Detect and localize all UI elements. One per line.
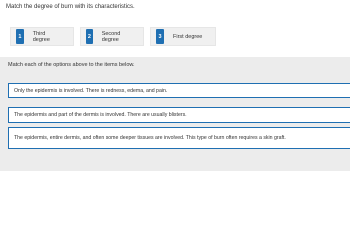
target-text: The epidermis and part of the dermis is involved. There are usually blisters.: [14, 112, 187, 118]
drop-target-item-3[interactable]: [8, 127, 350, 149]
target-text: The epidermis, entire dermis, and often some deeper tissues are involved. This type of burn often requires a skin graft.: [14, 135, 286, 141]
option-number-badge: 3: [156, 29, 164, 44]
option-number-badge: 2: [86, 29, 93, 44]
options-bank: [10, 27, 216, 46]
target-text: Only the epidermis is involved. There is redness, edema, and pain.: [14, 87, 168, 94]
drop-target-item-2[interactable]: [8, 107, 350, 123]
option-second-degree[interactable]: [80, 27, 144, 46]
option-number-badge: 1: [16, 29, 24, 44]
match-targets-panel: [0, 57, 350, 171]
drop-target-item-1[interactable]: [8, 83, 350, 98]
question-prompt: Match the degree of burn with its characteristics.: [6, 4, 135, 10]
option-first-degree[interactable]: [150, 27, 216, 46]
option-label: Third degree: [32, 30, 50, 43]
option-third-degree[interactable]: [10, 27, 74, 46]
option-label: Second degree: [101, 30, 121, 43]
match-instruction: Match each of the options above to the items below.: [8, 62, 135, 68]
option-label: First degree: [173, 33, 203, 40]
